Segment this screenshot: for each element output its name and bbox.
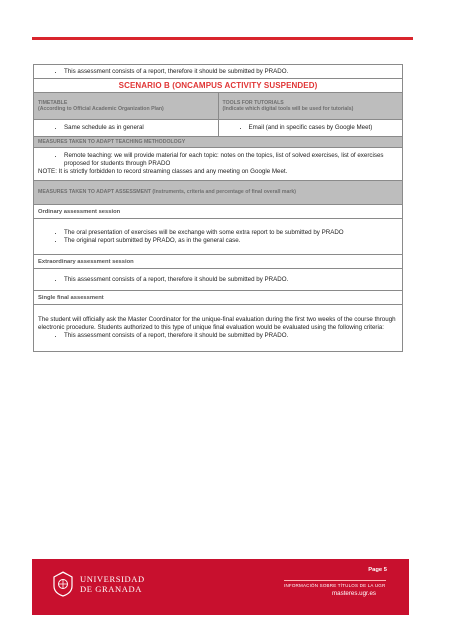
methodology-item: • Remote teaching: we will provide material for each topic: notes on the topics, list of solved exercises, list of exercises proposed for students through PRADO — [64, 152, 398, 168]
ordinary-label: Ordinary assessment session — [34, 205, 403, 219]
university-logo-text — [80, 575, 145, 594]
university-name-line1: UNIVERSIDAD — [80, 574, 145, 584]
single-text: The student will officially ask the Master Coordinator for the unique-final evaluation during the first two weeks of the course through electronic procedure. Students authorized to this type of unique final evaluation would be evaluated using the following criteria: — [38, 316, 396, 331]
methodology-header: MEASURES TAKEN TO ADAPT TEACHING METHODOLOGY — [34, 137, 403, 148]
scenario-a-row — [34, 65, 403, 79]
tools-cell — [218, 120, 403, 137]
extraordinary-label: Extraordinary assessment session — [34, 255, 403, 269]
header-rule — [32, 37, 413, 40]
single-label: Single final assessment — [34, 291, 403, 305]
single-item: • This assessment consists of a report, therefore it should be submitted by PRADO. — [64, 332, 398, 340]
tools-header-title: TOOLS FOR TUTORIALS — [222, 99, 284, 106]
methodology-cell — [34, 148, 403, 181]
timetable-value: • Same schedule as in general — [64, 124, 214, 132]
footer-band — [32, 559, 409, 615]
footer-info: INFORMACIÓN SOBRE TÍTULOS DE LA UGR — [284, 580, 386, 588]
scenario-a-item: • This assessment consists of a report, therefore it should be submitted by PRADO. — [64, 68, 398, 76]
university-name-line2: DE GRANADA — [80, 583, 142, 594]
guide-table — [33, 64, 403, 352]
tools-header — [218, 93, 403, 120]
methodology-note: NOTE: It is strictly forbidden to record streaming classes and any meeting on Google Meet. — [38, 168, 288, 175]
ordinary-cell — [34, 219, 403, 255]
assessment-header: MEASURES TAKEN TO ADAPT ASSESSMENT (Instruments, criteria and percentage of final overall mark) — [34, 181, 403, 205]
page-number: Page 5 — [368, 567, 387, 573]
timetable-cell — [34, 120, 219, 137]
timetable-header-title: TIMETABLE — [38, 99, 68, 106]
tools-value: • Email (and in specific cases by Google Meet) — [249, 124, 399, 132]
footer-site-link[interactable]: masteres.ugr.es — [332, 590, 377, 597]
single-cell — [34, 305, 403, 352]
tools-header-note: (Indicate which digital tools will be used for tutorials) — [222, 106, 354, 112]
university-seal-icon — [52, 571, 74, 597]
extraordinary-cell — [34, 269, 403, 291]
timetable-header — [34, 93, 219, 120]
scenario-b-title: SCENARIO B (ONCAMPUS ACTIVITY SUSPENDED) — [34, 79, 403, 93]
ordinary-item: • The original report submitted by PRADO, as in the general case. — [64, 237, 398, 245]
extraordinary-item: • This assessment consists of a report, therefore it should be submitted by PRADO. — [64, 276, 398, 284]
timetable-header-note: (According to Official Academic Organization Plan) — [38, 106, 164, 112]
ordinary-item: • The oral presentation of exercises will be exchange with some extra report to be submitted by PRADO — [64, 229, 398, 237]
